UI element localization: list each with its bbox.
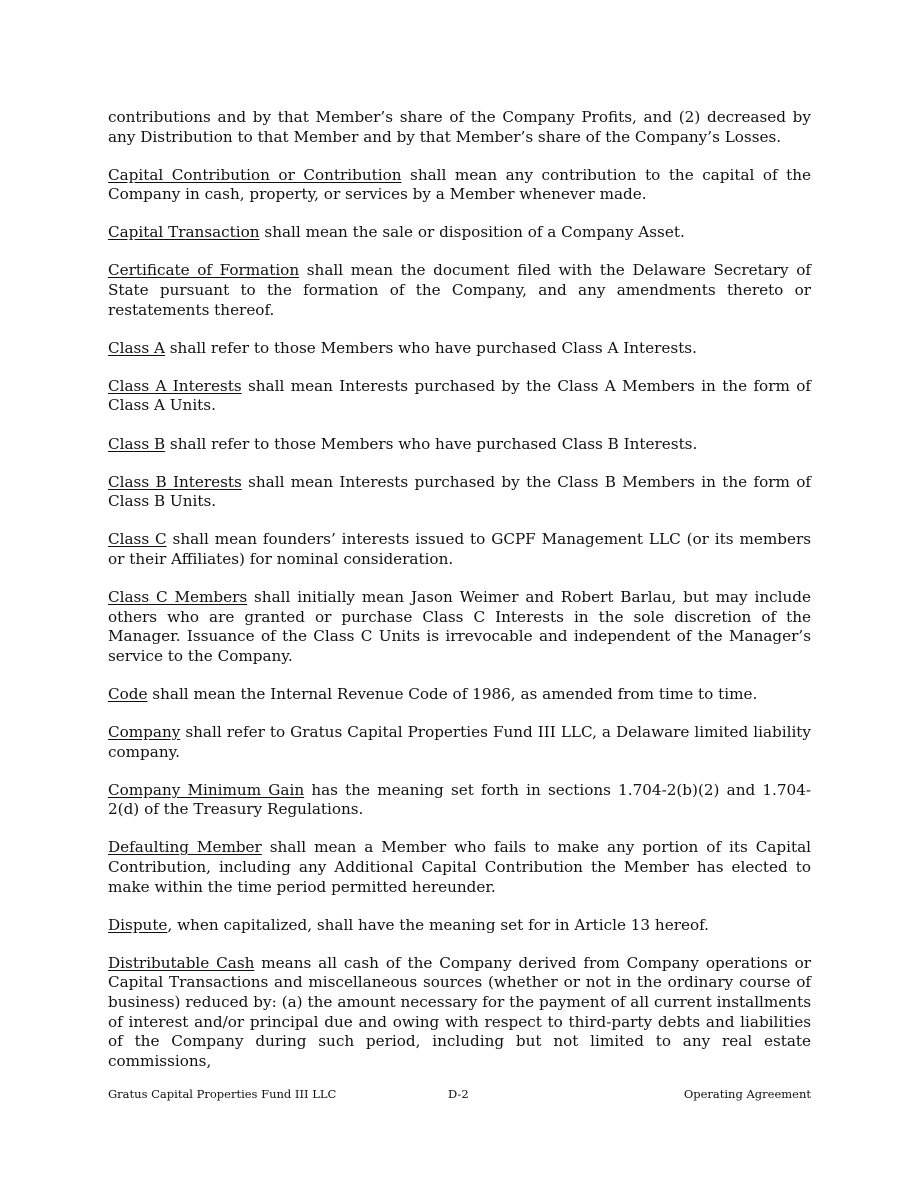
definition-text: shall mean founders’ interests issued to GCPF Management LLC (or its members or their Affiliates) for nominal consideration. bbox=[108, 530, 812, 568]
definition-text: , when capitalized, shall have the meaning set for in Article 13 hereof. bbox=[167, 915, 709, 934]
defined-term: Company bbox=[108, 722, 181, 741]
definition-paragraph bbox=[108, 166, 811, 205]
defined-term: Capital Contribution or Contribution bbox=[108, 165, 402, 184]
defined-term: Defaulting Member bbox=[108, 838, 262, 857]
footer-company-name: Gratus Capital Properties Fund III LLC bbox=[108, 1087, 337, 1101]
definition-paragraph bbox=[108, 723, 811, 762]
document-body bbox=[108, 108, 811, 1090]
definition-text: shall mean the sale or disposition of a Company Asset. bbox=[259, 223, 685, 242]
definition-text: shall mean Interests purchased by the Class A Members in the form of Class A Units. bbox=[108, 376, 811, 415]
definition-paragraph bbox=[108, 838, 811, 897]
defined-term: Code bbox=[108, 684, 148, 703]
definition-paragraph bbox=[108, 261, 811, 320]
definition-text: shall initially mean Jason Weimer and Robert Barlau, but may include others who are granted or purchase Class C Interests in the sole discretion of the Manager. Issuance of the Class C Units is irrevocable and independent of the Manager’s service to the Company. bbox=[108, 588, 811, 665]
definition-text: shall refer to those Members who have purchased Class A Interests. bbox=[164, 338, 697, 357]
defined-term: Class A bbox=[108, 338, 165, 357]
defined-term: Distributable Cash bbox=[108, 953, 255, 972]
definition-text: shall mean the document filed with the Delaware Secretary of State pursuant to the formation of the Company, and any amendments thereto or restatements thereof. bbox=[108, 261, 812, 319]
defined-term: Class C Members bbox=[108, 588, 248, 606]
defined-term: Class B bbox=[108, 434, 166, 453]
defined-term: Class C bbox=[108, 530, 167, 549]
definition-paragraph bbox=[108, 685, 811, 705]
definition-paragraph bbox=[108, 781, 811, 820]
definition-paragraph bbox=[108, 339, 811, 359]
definition-paragraph bbox=[108, 530, 811, 569]
intro-paragraph: contributions and by that Member’s share of the Company Profits, and (2) decreased by any Distribution to that Member and by that Member’s share of the Company’s Losses. bbox=[108, 108, 811, 146]
defined-term: Class B Interests bbox=[108, 472, 242, 491]
page-footer bbox=[108, 1087, 811, 1103]
footer-document-title: Operating Agreement bbox=[683, 1087, 811, 1101]
definition-text: means all cash of the Company derived from Company operations or Capital Transactions and miscellaneous sources (whether or not in the ordinary course of business) reduced by: (a) the amount necessary for the payment of all current installments of interest and/or principal due and owing with respect to third-party debts and liabilities of the Company during such period, including but not limited to any real estate commissions, bbox=[108, 953, 811, 1070]
footer-page-number: D-2 bbox=[448, 1087, 469, 1101]
definition-text: shall mean any contribution to the capital of the Company in cash, property, or services by a Member whenever made. bbox=[108, 165, 812, 204]
definition-paragraph bbox=[108, 916, 811, 936]
definition-text: shall mean a Member who fails to make any portion of its Capital Contribution, including any Additional Capital Contribution the Member has elected to make within the time period permitted hereunder. bbox=[108, 838, 811, 896]
definition-text: shall mean the Internal Revenue Code of 1986, as amended from time to time. bbox=[147, 684, 758, 703]
definition-paragraph bbox=[108, 377, 811, 416]
definition-paragraph bbox=[108, 223, 811, 243]
definition-text: shall refer to Gratus Capital Properties Fund III LLC, a Delaware limited liability company. bbox=[108, 722, 811, 761]
definition-paragraph bbox=[108, 588, 811, 666]
definition-paragraph bbox=[108, 435, 811, 455]
defined-term: Company Minimum Gain bbox=[108, 780, 305, 799]
defined-term: Dispute bbox=[108, 915, 168, 934]
defined-term: Capital Transaction bbox=[108, 223, 260, 242]
definition-paragraph bbox=[108, 473, 811, 512]
definition-text: shall mean Interests purchased by the Class B Members in the form of Class B Units. bbox=[108, 472, 811, 511]
defined-term: Class A Interests bbox=[108, 376, 242, 395]
definition-paragraph bbox=[108, 954, 811, 1072]
defined-term: Certificate of Formation bbox=[108, 261, 300, 280]
definition-text: shall refer to those Members who have purchased Class B Interests. bbox=[165, 434, 698, 453]
definition-text: has the meaning set forth in sections 1.704-2(b)(2) and 1.704-2(d) of the Treasury Regulations. bbox=[108, 780, 812, 819]
